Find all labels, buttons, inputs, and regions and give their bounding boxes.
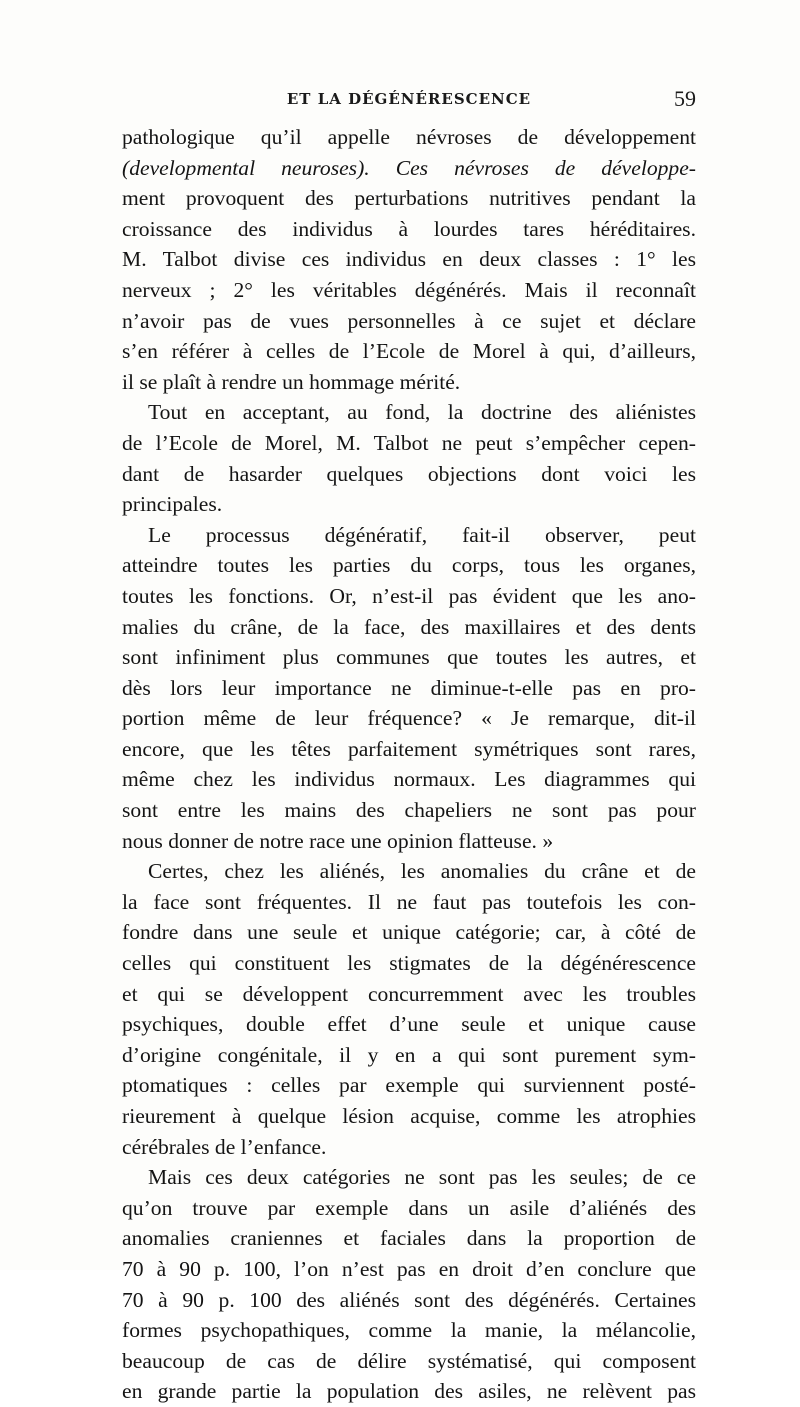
text-line: psychiques, double effet d’une seule et unique cause [122,1012,696,1037]
text-line: anomalies craniennes et faciales dans la proportion de [122,1226,696,1251]
text-line [122,153,696,184]
text-line: nerveux ; 2° les véritables dégénérés. Mais il reconnaît [122,277,696,302]
body-text [122,122,696,1407]
text-line: sont infiniment plus communes que toutes les autres, et [122,645,696,670]
text-line: Le processus dégénératif, fait-il observer, peut [148,522,696,547]
text-line: Certes, chez les aliénés, les anomalies du crâne et de [148,859,696,884]
text-line: toutes les fonctions. Or, n’est-il pas évident que les ano- [122,583,696,608]
text-line: portion même de leur fréquence? « Je remarque, dit-il [122,706,696,731]
text-line: cérébrales de l’enfance. [122,1134,327,1159]
text-line: beaucoup de cas de délire systématisé, qui composent [122,1348,696,1373]
text-line: formes psychopathiques, comme la manie, la mélancolie, [122,1318,696,1343]
text-line: principales. [122,492,223,517]
text-line: encore, que les têtes parfaitement symétriques sont rares, [122,736,696,761]
text-line: la face sont fréquentes. Il ne faut pas toutefois les con- [122,889,696,914]
text-line: il se plaît à rendre un hommage mérité. [122,369,461,394]
text-line: Tout en acceptant, au fond, la doctrine des aliénistes [148,400,696,425]
text-line: rieurement à quelque lésion acquise, comme les atrophies [122,1104,696,1128]
text-line: nous donner de notre race une opinion flatteuse. » [122,828,554,853]
text-line: ment provoquent des perturbations nutritives pendant la [122,186,696,211]
text-line: s’en référer à celles de l’Ecole de Morel à qui, d’ailleurs, [122,339,696,364]
text-line: croissance des individus à lourdes tares héréditaires. [122,216,696,241]
text-line: n’avoir pas de vues personnelles à ce sujet et déclare [122,308,696,333]
text-line: malies du crâne, de la face, des maxillaires et des dents [122,614,696,639]
text-line: atteindre toutes les parties du corps, tous les organes, [122,553,696,578]
text-line: fondre dans une seule et unique catégorie; car, à côté de [122,920,696,945]
text-line: 70 à 90 p. 100 des aliénés sont des dégénérés. Certaines [122,1287,696,1312]
text-line: dant de hasarder quelques objections dont voici les [122,461,696,486]
text-line: ptomatiques : celles par exemple qui surviennent posté- [122,1073,696,1098]
text-line-italic: (developmental neuroses). Ces névroses de développe- [122,155,696,180]
running-head: ET LA DÉGÉNÉRESCENCE [286,90,532,108]
text-line: qu’on trouve par exemple dans un asile d’aliénés des [122,1195,696,1220]
text-line: dès lors leur importance ne diminue-t-elle pas en pro- [122,675,696,700]
text-line: en grande partie la population des asiles, ne relèvent pas [122,1379,696,1404]
text-line: 70 à 90 p. 100, l’on n’est pas en droit d’en conclure que [122,1256,696,1281]
text-line: Mais ces deux catégories ne sont pas les seules; de ce [148,1165,696,1190]
text-line: d’origine congénitale, il y en a qui sont purement sym- [122,1042,696,1067]
text-line: celles qui constituent les stigmates de la dégénérescence [122,951,696,976]
text-line: sont entre les mains des chapeliers ne sont pas pour [122,798,696,823]
text-line: et qui se développent concurremment avec les troubles [122,981,696,1006]
text-line: M. Talbot divise ces individus en deux classes : 1° les [122,247,696,272]
page-header [122,86,696,116]
text-line: même chez les individus normaux. Les diagrammes qui [122,767,696,792]
text-line: pathologique qu’il appelle névroses de développement [122,125,696,149]
page-number: 59 [674,86,696,111]
text-line: de l’Ecole de Morel, M. Talbot ne peut s’empêcher cepen- [122,430,696,455]
